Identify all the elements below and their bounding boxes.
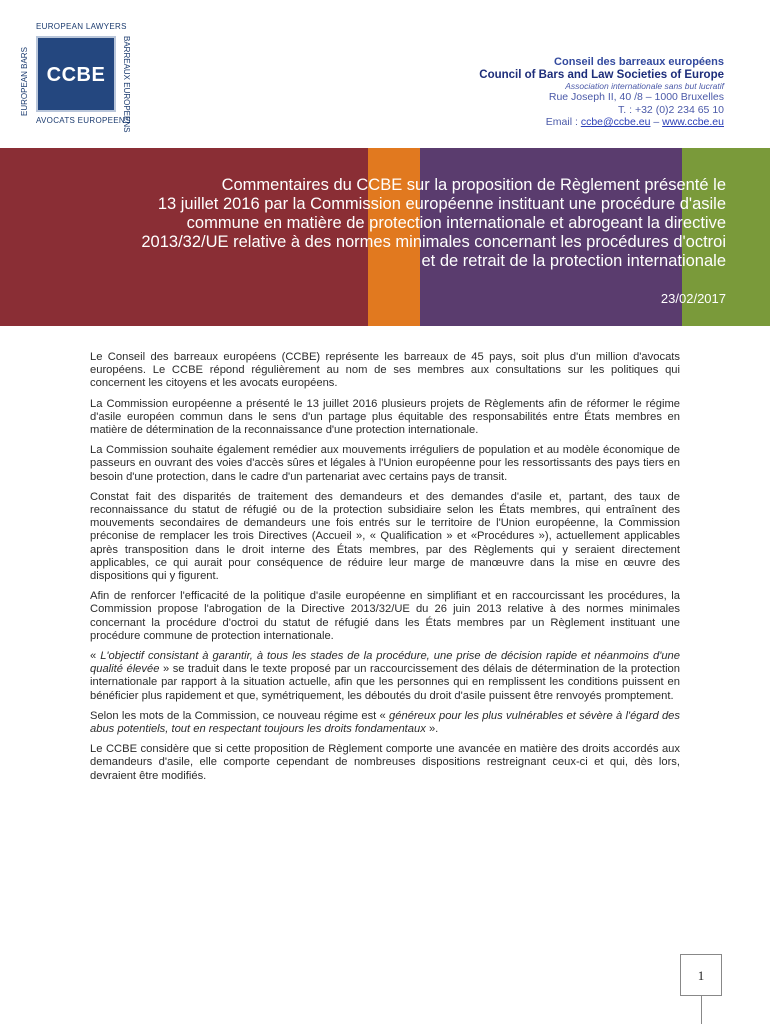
website-link[interactable]: www.ccbe.eu bbox=[662, 116, 724, 128]
paragraph: Constat fait des disparités de traitement des demandeurs et des demandes d'asile et, partant, des taux de reconnaissance du statut de réfugié ou de la protection subsidiaire selon les États membres, qui entraînent des mouvements secondaires de demandeurs une fois entrés sur le territoire de l'Union européenne, la Commission préconise de remplacer les trois Directives (Accueil », « Qualification » et «Procédures »), actuellement applicables après transposition dans le droit interne des États membres, par des Règlements qui y seraient directement applicables, ce qui aurait pour conséquence de réduire leur marge de manœuvre dans la mise en œuvre des dispositions qui y figurent. bbox=[90, 490, 680, 583]
link-separator: – bbox=[650, 116, 663, 128]
paragraph-quote: Selon les mots de la Commission, ce nouveau régime est « généreux pour les plus vulnérables et sévère à l'égard des abus potentiels, tout en respectant toujours les droits fondamentaux ». bbox=[90, 709, 680, 736]
paragraph: La Commission souhaite également remédier aux mouvements irréguliers de population et au modèle économique de passeurs en ouvrant des voies d'accès sûres et légales à l'Union européenne pour les ressortissants des pays tiers en besoin d'une protection, dans le cadre d'un partenariat avec certains pays de transit. bbox=[90, 444, 680, 483]
logo-bottom-text: AVOCATS EUROPEENS bbox=[36, 116, 131, 125]
title-line: et de retrait de la protection internationale bbox=[421, 252, 726, 270]
title-line: Commentaires du CCBE sur la proposition de Règlement présenté le bbox=[221, 176, 726, 194]
paragraph: Le CCBE considère que si cette proposition de Règlement comporte une avancée en matière des droits accordés aux demandeurs d'asile, elle comporte cependant de nombreuses dispositions restreignant ceux-ci et qui, dès lors, devraient être modifiés. bbox=[90, 743, 680, 782]
paragraph: Le Conseil des barreaux européens (CCBE) représente les barreaux de 45 pays, soit plus d'un million d'avocats européens. Le CCBE répond régulièrement au nom de ses membres aux consultations sur les politiques qui concernent les citoyens et les avocats européens. bbox=[90, 351, 680, 390]
ccbe-logo bbox=[18, 22, 134, 133]
page-number: 1 bbox=[680, 954, 722, 996]
email-label: Email : bbox=[545, 116, 581, 128]
header-contact bbox=[479, 56, 724, 129]
paragraph-quote: « L'objectif consistant à garantir, à tous les stades de la procédure, une prise de décision rapide et néanmoins d'une qualité élevée » se traduit dans le texte proposé par un raccourcissement des délais de détermination de la protection internationale par rapport à la situation actuelle, afin que les personnes qui en remplissent les conditions puissent en bénéficier plus rapidement et que, symétriquement, les déboutés du droit d'asile puissent être renvoyés promptement. bbox=[90, 650, 680, 702]
org-name-en: Council of Bars and Law Societies of Europe bbox=[479, 68, 724, 81]
logo-top-text: EUROPEAN LAWYERS bbox=[36, 22, 127, 31]
logo-left-text: EUROPEAN BARS bbox=[20, 47, 29, 116]
address: Rue Joseph II, 40 /8 – 1000 Bruxelles bbox=[548, 91, 724, 103]
title-banner bbox=[0, 148, 770, 326]
email-line bbox=[479, 116, 724, 129]
phone: T. : +32 (0)2 234 65 10 bbox=[618, 103, 724, 116]
paragraph: La Commission européenne a présenté le 13 juillet 2016 plusieurs projets de Règlements afin de réformer le régime d'asile européen commun dans le sens d'un partage plus équitable des responsabilités entre États membres en matière de détermination de la reconnaissance d'une protection internationale. bbox=[90, 397, 680, 437]
title-line: commune en matière de protection internationale et abrogeant la directive bbox=[186, 214, 726, 232]
page-number-rule bbox=[701, 996, 702, 1024]
org-name-fr: Conseil des barreaux européens bbox=[554, 56, 724, 68]
quoted-text: L'objectif consistant à garantir, à tous les stades de la procédure, une prise de décision rapide et néanmoins d'une qualité élevée bbox=[90, 650, 680, 676]
association-type: Association internationale sans but lucratif bbox=[565, 81, 724, 91]
logo-right-text: BARREAUX EUROPEENS bbox=[122, 36, 131, 133]
document-body bbox=[90, 351, 680, 790]
email-link[interactable]: ccbe@ccbe.eu bbox=[580, 116, 651, 128]
document-title bbox=[46, 176, 726, 271]
title-line: 2013/32/UE relative à des normes minimales concernant les procédures d'octroi bbox=[141, 233, 726, 251]
paragraph: Afin de renforcer l'efficacité de la politique d'asile européenne en simplifiant et en raccourcissant les procédures, la Commission propose l'abrogation de la Directive 2013/32/UE du 26 juin 2013 relative à des normes minimales concernant la procédure d'octroi du statut de réfugié dans les États membres par un Règlement instituant une procédure commune de protection internationale. bbox=[90, 590, 680, 642]
title-line: 13 juillet 2016 par la Commission européenne instituant une procédure d'asile bbox=[157, 195, 726, 213]
document-date: 23/02/2017 bbox=[660, 291, 726, 306]
quoted-text: généreux pour les plus vulnérables et sévère à l'égard des abus potentiels, tout en respectant toujours les droits fondamentaux bbox=[90, 709, 680, 736]
logo-mark bbox=[36, 36, 116, 112]
logo-center-text: CCBE bbox=[46, 64, 106, 86]
